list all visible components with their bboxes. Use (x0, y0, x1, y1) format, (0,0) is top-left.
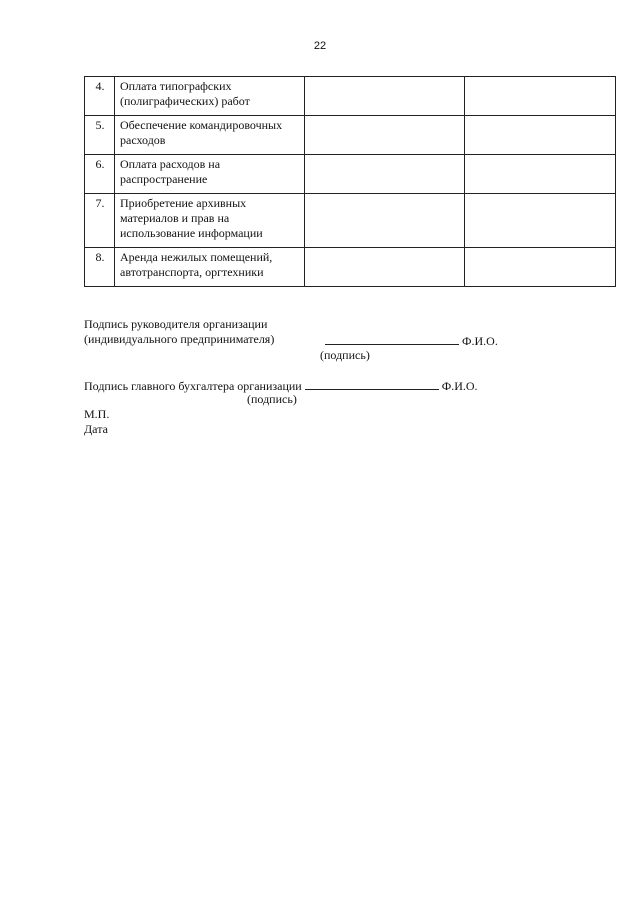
value-cell (305, 248, 465, 287)
value-cell (465, 116, 616, 155)
accountant-fio-label: Ф.И.О. (441, 379, 478, 393)
table-row (85, 248, 616, 287)
value-cell (305, 77, 465, 116)
table-row (85, 116, 616, 155)
value-cell (465, 194, 616, 248)
expense-name: Оплата типографских (полиграфических) работ (115, 77, 305, 116)
value-cell (465, 77, 616, 116)
expense-name: Приобретение архивных материалов и прав на использование информации (115, 194, 305, 248)
row-number: 8. (85, 248, 115, 287)
head-fio-label: Ф.И.О. (462, 334, 498, 348)
row-number: 5. (85, 116, 115, 155)
row-number: 6. (85, 155, 115, 194)
head-signature-field (325, 332, 498, 349)
accountant-signature-label: Подпись главного бухгалтера организации (84, 379, 302, 393)
date-label: Дата (84, 422, 108, 436)
value-cell (465, 248, 616, 287)
value-cell (305, 194, 465, 248)
row-number: 7. (85, 194, 115, 248)
head-signature-label-1: Подпись руководителя организации (84, 317, 268, 331)
signature-line (305, 377, 439, 390)
value-cell (465, 155, 616, 194)
head-signature-caption: (подпись) (320, 348, 370, 362)
value-cell (305, 116, 465, 155)
page-number: 22 (313, 40, 327, 52)
expense-name: Обеспечение командировочных расходов (115, 116, 305, 155)
accountant-signature-caption: (подпись) (247, 392, 297, 406)
table-row (85, 77, 616, 116)
signature-line (325, 332, 459, 345)
table-row (85, 155, 616, 194)
row-number: 4. (85, 77, 115, 116)
expense-name: Аренда нежилых помещений, автотранспорта, оргтехники (115, 248, 305, 287)
expense-table (84, 76, 616, 287)
table-row (85, 194, 616, 248)
head-signature-label-2: (индивидуального предпринимателя) (84, 332, 275, 346)
stamp-label: М.П. (84, 407, 110, 421)
expense-name: Оплата расходов на распространение (115, 155, 305, 194)
value-cell (305, 155, 465, 194)
